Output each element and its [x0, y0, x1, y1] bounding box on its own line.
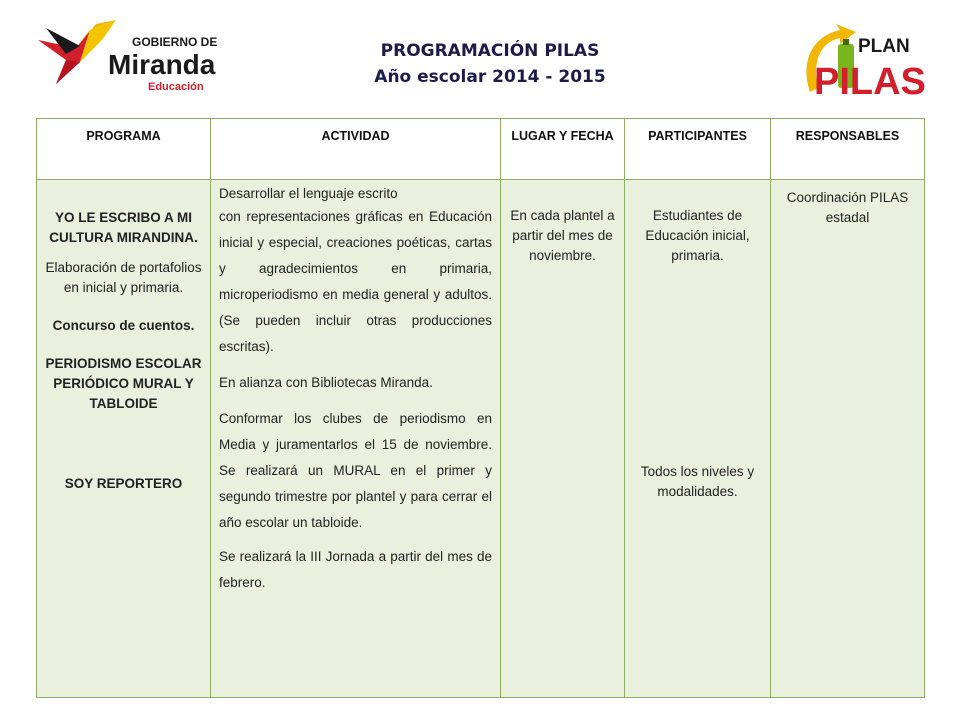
cell-actividad — [211, 180, 501, 698]
header-participantes: PARTICIPANTES — [625, 119, 771, 180]
title-line: PROGRAMACIÓN PILAS — [380, 41, 600, 61]
programa-reportero: SOY REPORTERO — [64, 476, 183, 491]
plan-text: PLAN — [858, 36, 910, 57]
programa-concurso: Concurso de cuentos. — [52, 318, 195, 333]
bird-emblem-icon — [36, 18, 228, 102]
plan-pilas-logo — [800, 22, 930, 104]
logo-line1: GOBIERNO DE — [132, 35, 218, 49]
gobierno-miranda-logo — [36, 18, 228, 102]
actividad-clubes: Conformar los clubes de periodismo en Media y juramentarlos el 15 de noviembre. Se realizará un MURAL en el primer y segundo trimestre por plantel y para cerrar el año escolar un tabloide. — [219, 411, 492, 530]
actividad-jornada: Se realizará la III Jornada a partir del mes de febrero. — [219, 549, 492, 590]
actividad-alianza: En alianza con Bibliotecas Miranda. — [219, 375, 433, 390]
header-responsables: RESPONSABLES — [771, 119, 925, 180]
programa-periodismo: PERIODISMO ESCOLAR PERIÓDICO MURAL Y TABLOIDE — [45, 356, 202, 411]
header-actividad: ACTIVIDAD — [211, 119, 501, 180]
lugar-text: En cada plantel a partir del mes de noviembre. — [510, 208, 615, 263]
programa-portafolios: Elaboración de portafolios en inicial y primaria. — [45, 260, 202, 295]
header-programa: PROGRAMA — [37, 119, 211, 180]
actividad-intro: Desarrollar el lenguaje escrito — [219, 186, 398, 201]
cell-responsables — [771, 180, 925, 698]
page-title — [300, 38, 680, 90]
logo-line2: Miranda — [108, 49, 216, 80]
table-row — [37, 180, 925, 698]
pilas-text: PILAS — [814, 61, 926, 103]
battery-arrow-icon — [800, 22, 930, 104]
programa-title: YO LE ESCRIBO A MI CULTURA MIRANDINA. — [49, 210, 198, 245]
programacion-table — [36, 118, 925, 698]
responsables-text: Coordinación PILAS estadal — [786, 190, 909, 225]
header-lugar-fecha: LUGAR Y FECHA — [501, 119, 625, 180]
logo-line3: Educación — [148, 81, 204, 93]
subtitle-line: Año escolar 2014 - 2015 — [374, 67, 606, 87]
cell-lugar-fecha — [501, 180, 625, 698]
actividad-detalle: con representaciones gráficas en Educación inicial y especial, creaciones poéticas, cartas y agradecimientos en primaria, microperiodismo en media general y adultos. (Se pueden incluir otras producciones escritas). — [219, 209, 492, 354]
table-header-row — [37, 119, 925, 180]
cell-programa — [37, 180, 211, 698]
cell-participantes — [625, 180, 771, 698]
participantes-niveles: Todos los niveles y modalidades. — [640, 464, 755, 499]
participantes-estudiantes: Estudiantes de Educación inicial, primaria. — [645, 208, 750, 263]
